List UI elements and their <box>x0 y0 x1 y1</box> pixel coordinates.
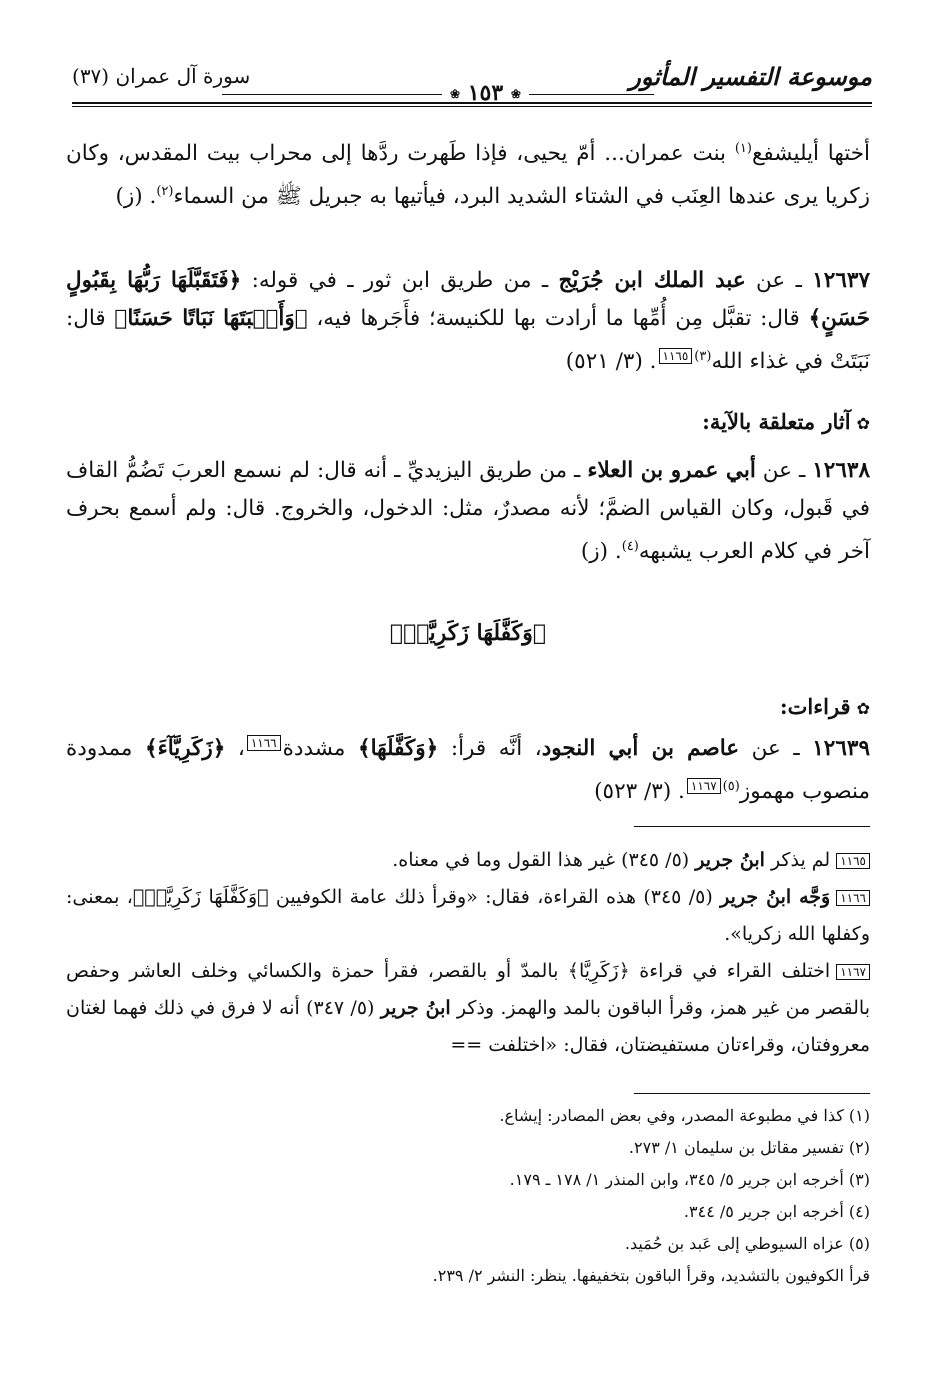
commentary-notes <box>66 842 870 1064</box>
footnote-ref[interactable]: (٤) <box>621 539 639 554</box>
commentary-number: ١١٦٦ <box>836 890 870 906</box>
narration-12638 <box>66 452 870 571</box>
text: اختلف القراء في قراءة ﴿زَكَرِيَّا﴾ بالمدّ أو بالقصر، فقرأ حمزة والكسائي وخلف العاشر وحفص بالقصر من غير همز، وقرأ الباقون بالمد والهمز. وذكر <box>66 960 870 1019</box>
paragraph-continuation <box>66 130 870 216</box>
section-heading-athar <box>66 403 870 443</box>
narration-number: ١٢٦٣٩ <box>812 736 870 761</box>
commentary-note <box>66 953 870 1064</box>
commentary-note <box>66 879 870 953</box>
text: ـ من طريق ابن ثور ـ في قوله: <box>241 268 559 293</box>
narrator-name: عاصم بن أبي النجود <box>541 736 740 761</box>
text: (٥/ ٣٤٧) أنه لا فرق في ذلك فهما لغتان معروفتان، وقراءتان مستفيضتان، فقال: «اختلفت == <box>66 997 870 1056</box>
quran-quote: ﴿وَكَفَّلَهَا﴾ <box>358 736 439 761</box>
text: ـ عن <box>739 736 813 761</box>
text: وَجَّه <box>791 886 831 908</box>
header-rule-thick <box>72 102 872 104</box>
footnote-item: (٣) أخرجه ابن جرير ٥/ ٣٤٥، وابن المنذر ١/ ١٧٨ ـ ١٧٩. <box>509 1170 870 1189</box>
scholar-name: ابنُ جرير <box>380 997 451 1019</box>
header-rule <box>222 94 654 95</box>
footnotes <box>66 1100 870 1292</box>
book-title: موسوعة التفسير المأثور <box>629 62 872 91</box>
section-title: قراءات: <box>779 694 851 719</box>
narrator-name: أبي عمرو بن العلاء <box>587 458 756 483</box>
scholar-name: ابنُ جرير <box>720 886 792 908</box>
footnote-ref[interactable]: (٢) <box>156 184 174 200</box>
source-cite: . (٣/ ٥٢١) <box>565 349 657 375</box>
quran-quote: ﴿وَأَنۢبَتَهَا نَبَاتًا حَسَنًا﴾ <box>114 306 308 331</box>
narrator-name: عبد الملك ابن جُرَيْج <box>558 268 746 293</box>
text: ، <box>225 736 245 761</box>
surah-name: سورة آل عمران (٣٧) <box>72 64 251 88</box>
source-cite: . (٣/ ٥٢٣) <box>594 779 685 805</box>
commentary-ref-box[interactable]: ١١٦٧ <box>687 778 721 794</box>
footnote-ref[interactable]: (٥) <box>722 779 740 794</box>
page-number: ١٥٣ <box>467 80 504 106</box>
text: ، أنَّه قرأ: <box>438 736 542 761</box>
narration-12637 <box>66 262 870 381</box>
flower-icon: ✿ <box>856 699 870 718</box>
commentary-number: ١١٦٥ <box>836 853 870 869</box>
verse-heading: ﴿وَكَفَّلَهَا زَكَرِيَّاۖ﴾ <box>389 620 547 646</box>
page-header <box>72 58 872 106</box>
scholar-name: ابنُ جرير <box>695 849 765 871</box>
narration-number: ١٢٦٣٨ <box>812 458 870 483</box>
commentary-note <box>66 842 870 879</box>
text: . (ز) <box>115 184 157 210</box>
commentary-ref-box[interactable]: ١١٦٦ <box>247 735 281 751</box>
text: ـ عن <box>755 458 813 483</box>
narration-number: ١٢٦٣٧ <box>812 268 870 293</box>
footnote-ref[interactable]: (٣) <box>694 349 712 364</box>
text: ممدودة منصوب مهموز <box>66 736 870 805</box>
footnote-item: (٤) أخرجه ابن جرير ٥/ ٣٤٤. <box>683 1202 870 1221</box>
text: ـ من طريق اليزيديِّ ـ أنه قال: لم نسمع العربَ تَضُمُّ القاف في قَبول، وكان القياس الضمَّ؛ لأنه مصدرٌ، مثل: الدخول، والخروج. قال: ولم أسمع بحرف آخر في كلام العرب يشبهه <box>66 458 870 565</box>
text: قال: تقبَّل مِن أُمِّها ما أرادت بها للكنيسة؛ فأَجَرها فيه، <box>307 306 809 331</box>
text: لم يذكر <box>764 849 831 871</box>
flower-icon: ✿ <box>856 414 870 433</box>
text: أختها أيليشفع <box>751 141 871 167</box>
text: . (ز) <box>580 539 622 565</box>
footnote-item: (٢) تفسير مقاتل بن سليمان ١/ ٢٧٣. <box>628 1138 870 1157</box>
quran-quote: ﴿زَكَرِيَّآءَ﴾ <box>145 736 226 761</box>
text: بنت عمران... أمّ يحيى، فإذا طَهرت ردَّها إلى محراب بيت المقدس، وكان زكريا يرى عندها العِنَب في الشتاء الشديد البرد، فيأتيها به جبريل ﷺ من السماء <box>66 141 870 210</box>
text: مشددة <box>282 736 358 761</box>
commentary-number: ١١٦٧ <box>836 964 870 980</box>
ornament-icon: ❀ <box>510 87 521 101</box>
footnote-item: (١) كذا في مطبوعة المصدر، وفي بعض المصادر: إيشاع. <box>499 1106 870 1125</box>
section-title: آثار متعلقة بالآية: <box>702 409 851 434</box>
commentary-ref-box[interactable]: ١١٦٥ <box>659 348 693 364</box>
text: (٥/ ٣٤٥) غير هذا القول وما في معناه. <box>392 849 696 871</box>
footnote-ref[interactable]: (١) <box>734 141 752 156</box>
ornament-icon: ❀ <box>450 87 461 101</box>
narration-12639 <box>66 730 870 811</box>
header-rule-thin <box>72 106 872 107</box>
commentary-separator <box>634 826 870 827</box>
text: قال: نَبَتَتْ في غذاء الله <box>66 306 870 375</box>
footnote-separator <box>634 1093 870 1094</box>
footnote-item: (٥) عزاه السيوطي إلى عَبد بن حُمَيد. <box>624 1234 870 1253</box>
quran-quote: ﴿فَتَقَبَّلَهَا رَبُّهَا بِقَبُولٍ حَسَنٍ﴾ <box>66 268 870 331</box>
footnote-item: قرأ الكوفيون بالتشديد، وقرأ الباقون بتخفيفها. ينظر: النشر ٢/ ٢٣٩. <box>432 1266 870 1285</box>
text: (٥/ ٣٤٥) هذه القراءة، فقال: «وقرأ ذلك عامة الكوفيين ﴿وَكَفَّلَهَا زَكَرِيَّاۖ﴾، بمعنى: وكفلها الله زكريا». <box>66 886 870 945</box>
section-heading-qiraat <box>66 688 870 728</box>
text: ـ عن <box>745 268 813 293</box>
